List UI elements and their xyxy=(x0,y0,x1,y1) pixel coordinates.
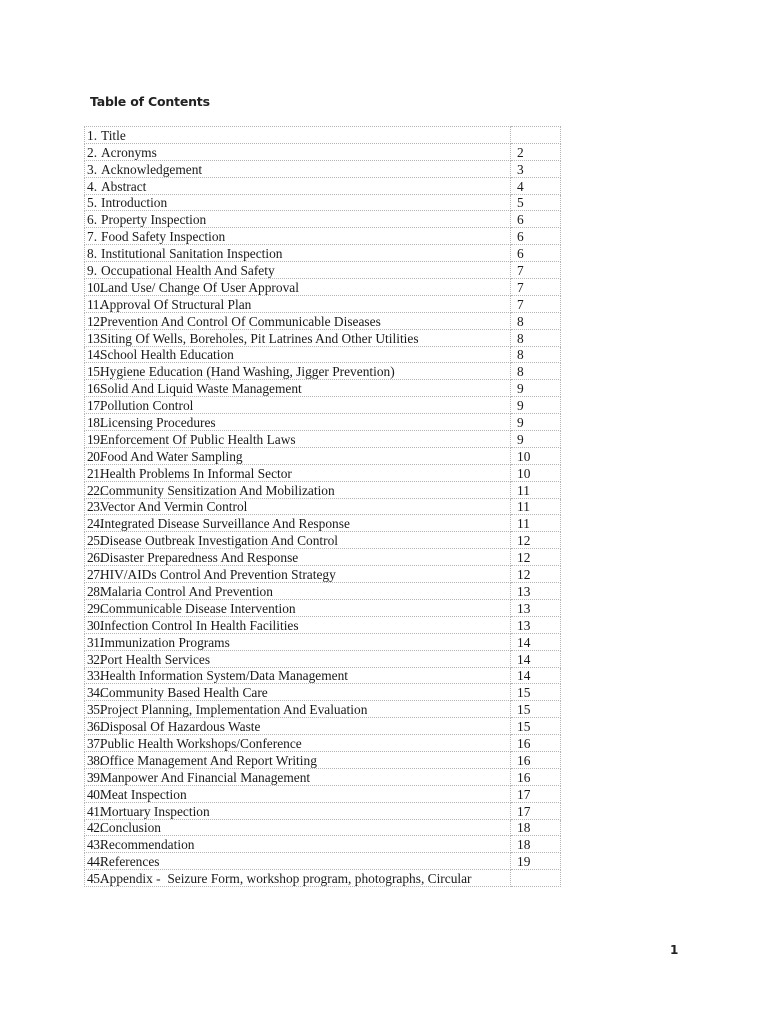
toc-entry-title: Appendix - Seizure Form, workshop program, photographs, Circular xyxy=(100,871,472,887)
toc-row xyxy=(85,870,561,887)
toc-page-number: 5 xyxy=(511,194,561,211)
toc-entry-cell xyxy=(85,633,511,650)
toc-page-number: 6 xyxy=(511,245,561,262)
toc-entry-title: Disaster Preparedness And Response xyxy=(100,550,299,566)
toc-entry-number: 30. xyxy=(87,617,103,633)
toc-page-number: 14 xyxy=(511,667,561,684)
toc-entry-number: 18. xyxy=(87,415,103,431)
toc-entry-title: Meat Inspection xyxy=(100,786,187,802)
toc-page-number: 6 xyxy=(511,228,561,245)
toc-page-number: 16 xyxy=(511,768,561,785)
toc-entry-title: Land Use/ Change Of User Approval xyxy=(100,279,299,295)
toc-entry-number: 22. xyxy=(87,482,103,498)
toc-page-number: 17 xyxy=(511,802,561,819)
toc-row xyxy=(85,143,561,160)
toc-entry-title: Title xyxy=(101,127,126,143)
toc-entry-number: 6. xyxy=(87,212,98,228)
toc-entry-number: 11. xyxy=(87,296,103,312)
toc-entry-title: Abstract xyxy=(101,178,147,194)
toc-body xyxy=(85,127,561,887)
toc-page-number: 13 xyxy=(511,599,561,616)
toc-entry-number: 21. xyxy=(87,465,103,481)
toc-entry-cell xyxy=(85,566,511,583)
toc-row xyxy=(85,701,561,718)
toc-entry-cell xyxy=(85,481,511,498)
toc-entry-title: Property Inspection xyxy=(101,212,207,228)
toc-row xyxy=(85,583,561,600)
toc-entry-number: 13. xyxy=(87,330,103,346)
toc-row xyxy=(85,819,561,836)
toc-entry-number: 29. xyxy=(87,600,103,616)
toc-entry-title: Community Based Health Care xyxy=(100,685,268,701)
toc-entry-title: Disposal Of Hazardous Waste xyxy=(100,719,261,735)
toc-row xyxy=(85,329,561,346)
toc-entry-number: 19. xyxy=(87,431,103,447)
toc-row xyxy=(85,751,561,768)
toc-entry-cell xyxy=(85,397,511,414)
toc-page-number: 3 xyxy=(511,160,561,177)
toc-page-number: 13 xyxy=(511,583,561,600)
toc-entry-cell xyxy=(85,515,511,532)
toc-row xyxy=(85,262,561,279)
toc-entry-cell xyxy=(85,380,511,397)
toc-entry-title: Pollution Control xyxy=(100,398,194,414)
toc-entry-cell xyxy=(85,329,511,346)
toc-row xyxy=(85,447,561,464)
toc-entry-number: 40. xyxy=(87,786,103,802)
toc-entry-title: Enforcement Of Public Health Laws xyxy=(100,431,296,447)
toc-page-number: 4 xyxy=(511,177,561,194)
toc-page-number: 15 xyxy=(511,701,561,718)
toc-row xyxy=(85,667,561,684)
toc-entry-number: 43. xyxy=(87,837,103,853)
toc-entry-cell xyxy=(85,583,511,600)
toc-entry-number: 16. xyxy=(87,381,103,397)
toc-entry-number: 8. xyxy=(87,246,98,262)
toc-entry-cell xyxy=(85,836,511,853)
toc-entry-title: References xyxy=(100,854,160,870)
toc-entry-cell xyxy=(85,735,511,752)
toc-page-number: 11 xyxy=(511,515,561,532)
toc-entry-number: 17. xyxy=(87,398,103,414)
toc-row xyxy=(85,802,561,819)
toc-entry-number: 1. xyxy=(87,127,98,143)
toc-entry-cell xyxy=(85,599,511,616)
toc-entry-number: 12. xyxy=(87,313,103,329)
toc-entry-cell xyxy=(85,177,511,194)
toc-page-number: 9 xyxy=(511,414,561,431)
toc-entry-title: Immunization Programs xyxy=(100,634,230,650)
toc-entry-cell xyxy=(85,819,511,836)
toc-page-number: 15 xyxy=(511,684,561,701)
toc-row xyxy=(85,718,561,735)
toc-entry-title: Malaria Control And Prevention xyxy=(100,583,273,599)
toc-page-number: 12 xyxy=(511,532,561,549)
toc-row xyxy=(85,312,561,329)
toc-row xyxy=(85,363,561,380)
page-number: 1 xyxy=(670,943,679,957)
toc-entry-cell xyxy=(85,464,511,481)
toc-entry-cell xyxy=(85,498,511,515)
toc-row xyxy=(85,599,561,616)
toc-page-number: 18 xyxy=(511,819,561,836)
toc-entry-number: 39. xyxy=(87,769,103,785)
toc-page-number: 7 xyxy=(511,262,561,279)
toc-row xyxy=(85,515,561,532)
toc-entry-cell xyxy=(85,262,511,279)
toc-page-number: 2 xyxy=(511,143,561,160)
toc-row xyxy=(85,785,561,802)
toc-entry-title: Disease Outbreak Investigation And Control xyxy=(100,533,339,549)
toc-page-number: 16 xyxy=(511,751,561,768)
toc-row xyxy=(85,768,561,785)
toc-entry-title: Health Information System/Data Management xyxy=(100,668,349,684)
toc-row xyxy=(85,836,561,853)
toc-entry-number: 15. xyxy=(87,364,103,380)
toc-entry-cell xyxy=(85,295,511,312)
toc-entry-title: School Health Education xyxy=(100,347,234,363)
toc-entry-title: Institutional Sanitation Inspection xyxy=(101,246,283,262)
toc-entry-title: Port Health Services xyxy=(100,651,211,667)
toc-entry-number: 36. xyxy=(87,719,103,735)
toc-row xyxy=(85,295,561,312)
toc-entry-number: 23. xyxy=(87,499,103,515)
toc-entry-title: Conclusion xyxy=(100,820,162,836)
toc-page-number: 14 xyxy=(511,633,561,650)
toc-entry-cell xyxy=(85,701,511,718)
toc-row xyxy=(85,464,561,481)
toc-table xyxy=(84,126,561,887)
toc-row xyxy=(85,735,561,752)
toc-entry-title: Public Health Workshops/Conference xyxy=(100,735,302,751)
toc-entry-title: Vector And Vermin Control xyxy=(100,499,248,515)
toc-row xyxy=(85,346,561,363)
toc-row xyxy=(85,566,561,583)
toc-entry-number: 31. xyxy=(87,634,103,650)
toc-entry-number: 24. xyxy=(87,516,103,532)
toc-page-number: 8 xyxy=(511,329,561,346)
toc-entry-title: Infection Control In Health Facilities xyxy=(100,617,299,633)
toc-row xyxy=(85,279,561,296)
toc-entry-number: 7. xyxy=(87,229,98,245)
toc-page-number: 9 xyxy=(511,431,561,448)
toc-entry-title: Introduction xyxy=(101,195,168,211)
toc-row xyxy=(85,194,561,211)
toc-entry-cell xyxy=(85,228,511,245)
toc-entry-title: Licensing Procedures xyxy=(100,415,216,431)
toc-entry-cell xyxy=(85,447,511,464)
toc-page-number: 8 xyxy=(511,346,561,363)
toc-entry-title: Office Management And Report Writing xyxy=(100,752,317,768)
toc-entry-number: 9. xyxy=(87,263,98,279)
toc-entry-title: Mortuary Inspection xyxy=(100,803,210,819)
toc-entry-number: 14. xyxy=(87,347,103,363)
toc-entry-cell xyxy=(85,768,511,785)
toc-entry-number: 38. xyxy=(87,752,103,768)
toc-entry-title: Approval Of Structural Plan xyxy=(100,296,252,312)
toc-entry-title: Integrated Disease Surveillance And Response xyxy=(100,516,350,532)
toc-entry-title: Siting Of Wells, Boreholes, Pit Latrines And Other Utilities xyxy=(100,330,419,346)
toc-entry-cell xyxy=(85,549,511,566)
toc-entry-title: Project Planning, Implementation And Evaluation xyxy=(100,702,368,718)
toc-entry-number: 5. xyxy=(87,195,98,211)
toc-entry-cell xyxy=(85,211,511,228)
toc-entry-number: 34. xyxy=(87,685,103,701)
toc-row xyxy=(85,160,561,177)
toc-entry-cell xyxy=(85,667,511,684)
toc-entry-cell xyxy=(85,785,511,802)
toc-page-number: 7 xyxy=(511,279,561,296)
page-title: Table of Contents xyxy=(90,94,210,109)
toc-page-number: 8 xyxy=(511,312,561,329)
toc-entry-number: 3. xyxy=(87,161,98,177)
toc-entry-cell xyxy=(85,616,511,633)
toc-entry-cell xyxy=(85,684,511,701)
toc-page-number: 12 xyxy=(511,549,561,566)
toc-entry-cell xyxy=(85,160,511,177)
toc-row xyxy=(85,380,561,397)
toc-entry-number: 28. xyxy=(87,583,103,599)
toc-entry-title: Communicable Disease Intervention xyxy=(100,600,296,616)
toc-entry-cell xyxy=(85,802,511,819)
toc-row xyxy=(85,481,561,498)
toc-page-number: 19 xyxy=(511,853,561,870)
toc-entry-cell xyxy=(85,279,511,296)
toc-entry-title: Health Problems In Informal Sector xyxy=(100,465,292,481)
toc-page-number xyxy=(511,870,561,887)
toc-page-number: 11 xyxy=(511,498,561,515)
toc-entry-cell xyxy=(85,127,511,144)
toc-page-number: 16 xyxy=(511,735,561,752)
toc-entry-number: 4. xyxy=(87,178,98,194)
toc-page-number: 8 xyxy=(511,363,561,380)
toc-row xyxy=(85,549,561,566)
toc-entry-number: 32. xyxy=(87,651,103,667)
toc-row xyxy=(85,532,561,549)
toc-entry-cell xyxy=(85,346,511,363)
toc-entry-title: Prevention And Control Of Communicable Diseases xyxy=(100,313,381,329)
toc-row xyxy=(85,498,561,515)
toc-entry-title: Occupational Health And Safety xyxy=(101,263,275,279)
toc-entry-number: 41. xyxy=(87,803,103,819)
toc-entry-cell xyxy=(85,312,511,329)
toc-row xyxy=(85,633,561,650)
toc-page-number: 9 xyxy=(511,380,561,397)
toc-entry-cell xyxy=(85,431,511,448)
toc-page-number: 14 xyxy=(511,650,561,667)
toc-entry-number: 10. xyxy=(87,279,103,295)
toc-page-number: 12 xyxy=(511,566,561,583)
toc-entry-number: 26. xyxy=(87,550,103,566)
toc-entry-title: Acronyms xyxy=(101,144,157,160)
toc-row xyxy=(85,414,561,431)
toc-entry-number: 35. xyxy=(87,702,103,718)
toc-row xyxy=(85,431,561,448)
toc-entry-title: Community Sensitization And Mobilization xyxy=(100,482,335,498)
toc-row xyxy=(85,245,561,262)
toc-row xyxy=(85,127,561,144)
toc-entry-cell xyxy=(85,853,511,870)
toc-entry-cell xyxy=(85,650,511,667)
toc-entry-cell xyxy=(85,245,511,262)
toc-page-number xyxy=(511,127,561,144)
toc-entry-number: 44. xyxy=(87,854,103,870)
toc-page-number: 7 xyxy=(511,295,561,312)
toc-entry-number: 2. xyxy=(87,144,98,160)
toc-page-number: 10 xyxy=(511,447,561,464)
toc-row xyxy=(85,616,561,633)
toc-page-number: 18 xyxy=(511,836,561,853)
toc-entry-number: 42. xyxy=(87,820,103,836)
toc-entry-cell xyxy=(85,363,511,380)
toc-entry-number: 27. xyxy=(87,567,103,583)
toc-entry-cell xyxy=(85,143,511,160)
toc-entry-cell xyxy=(85,870,511,887)
toc-entry-cell xyxy=(85,414,511,431)
toc-entry-title: Food And Water Sampling xyxy=(100,448,243,464)
toc-page-number: 15 xyxy=(511,718,561,735)
toc-entry-title: Manpower And Financial Management xyxy=(100,769,311,785)
toc-row xyxy=(85,177,561,194)
toc-row xyxy=(85,397,561,414)
toc-entry-cell xyxy=(85,751,511,768)
toc-entry-number: 25. xyxy=(87,533,103,549)
toc-entry-title: Acknowledgement xyxy=(101,161,203,177)
toc-entry-number: 20. xyxy=(87,448,103,464)
toc-row xyxy=(85,684,561,701)
toc-entry-title: Hygiene Education (Hand Washing, Jigger Prevention) xyxy=(100,364,395,380)
toc-entry-title: Recommendation xyxy=(100,837,195,853)
toc-entry-number: 37. xyxy=(87,735,103,751)
toc-page-number: 6 xyxy=(511,211,561,228)
toc-entry-number: 33. xyxy=(87,668,103,684)
toc-row xyxy=(85,211,561,228)
toc-entry-number: 45. xyxy=(87,871,103,887)
toc-page-number: 13 xyxy=(511,616,561,633)
toc-entry-title: HIV/AIDs Control And Prevention Strategy xyxy=(100,567,336,583)
toc-page-number: 9 xyxy=(511,397,561,414)
toc-entry-cell xyxy=(85,718,511,735)
toc-page-number: 10 xyxy=(511,464,561,481)
toc-page-number: 11 xyxy=(511,481,561,498)
toc-entry-title: Food Safety Inspection xyxy=(101,229,226,245)
toc-entry-cell xyxy=(85,194,511,211)
toc-entry-title: Solid And Liquid Waste Management xyxy=(100,381,302,397)
toc-row xyxy=(85,650,561,667)
toc-page-number: 17 xyxy=(511,785,561,802)
toc-row xyxy=(85,853,561,870)
toc-entry-cell xyxy=(85,532,511,549)
toc-row xyxy=(85,228,561,245)
